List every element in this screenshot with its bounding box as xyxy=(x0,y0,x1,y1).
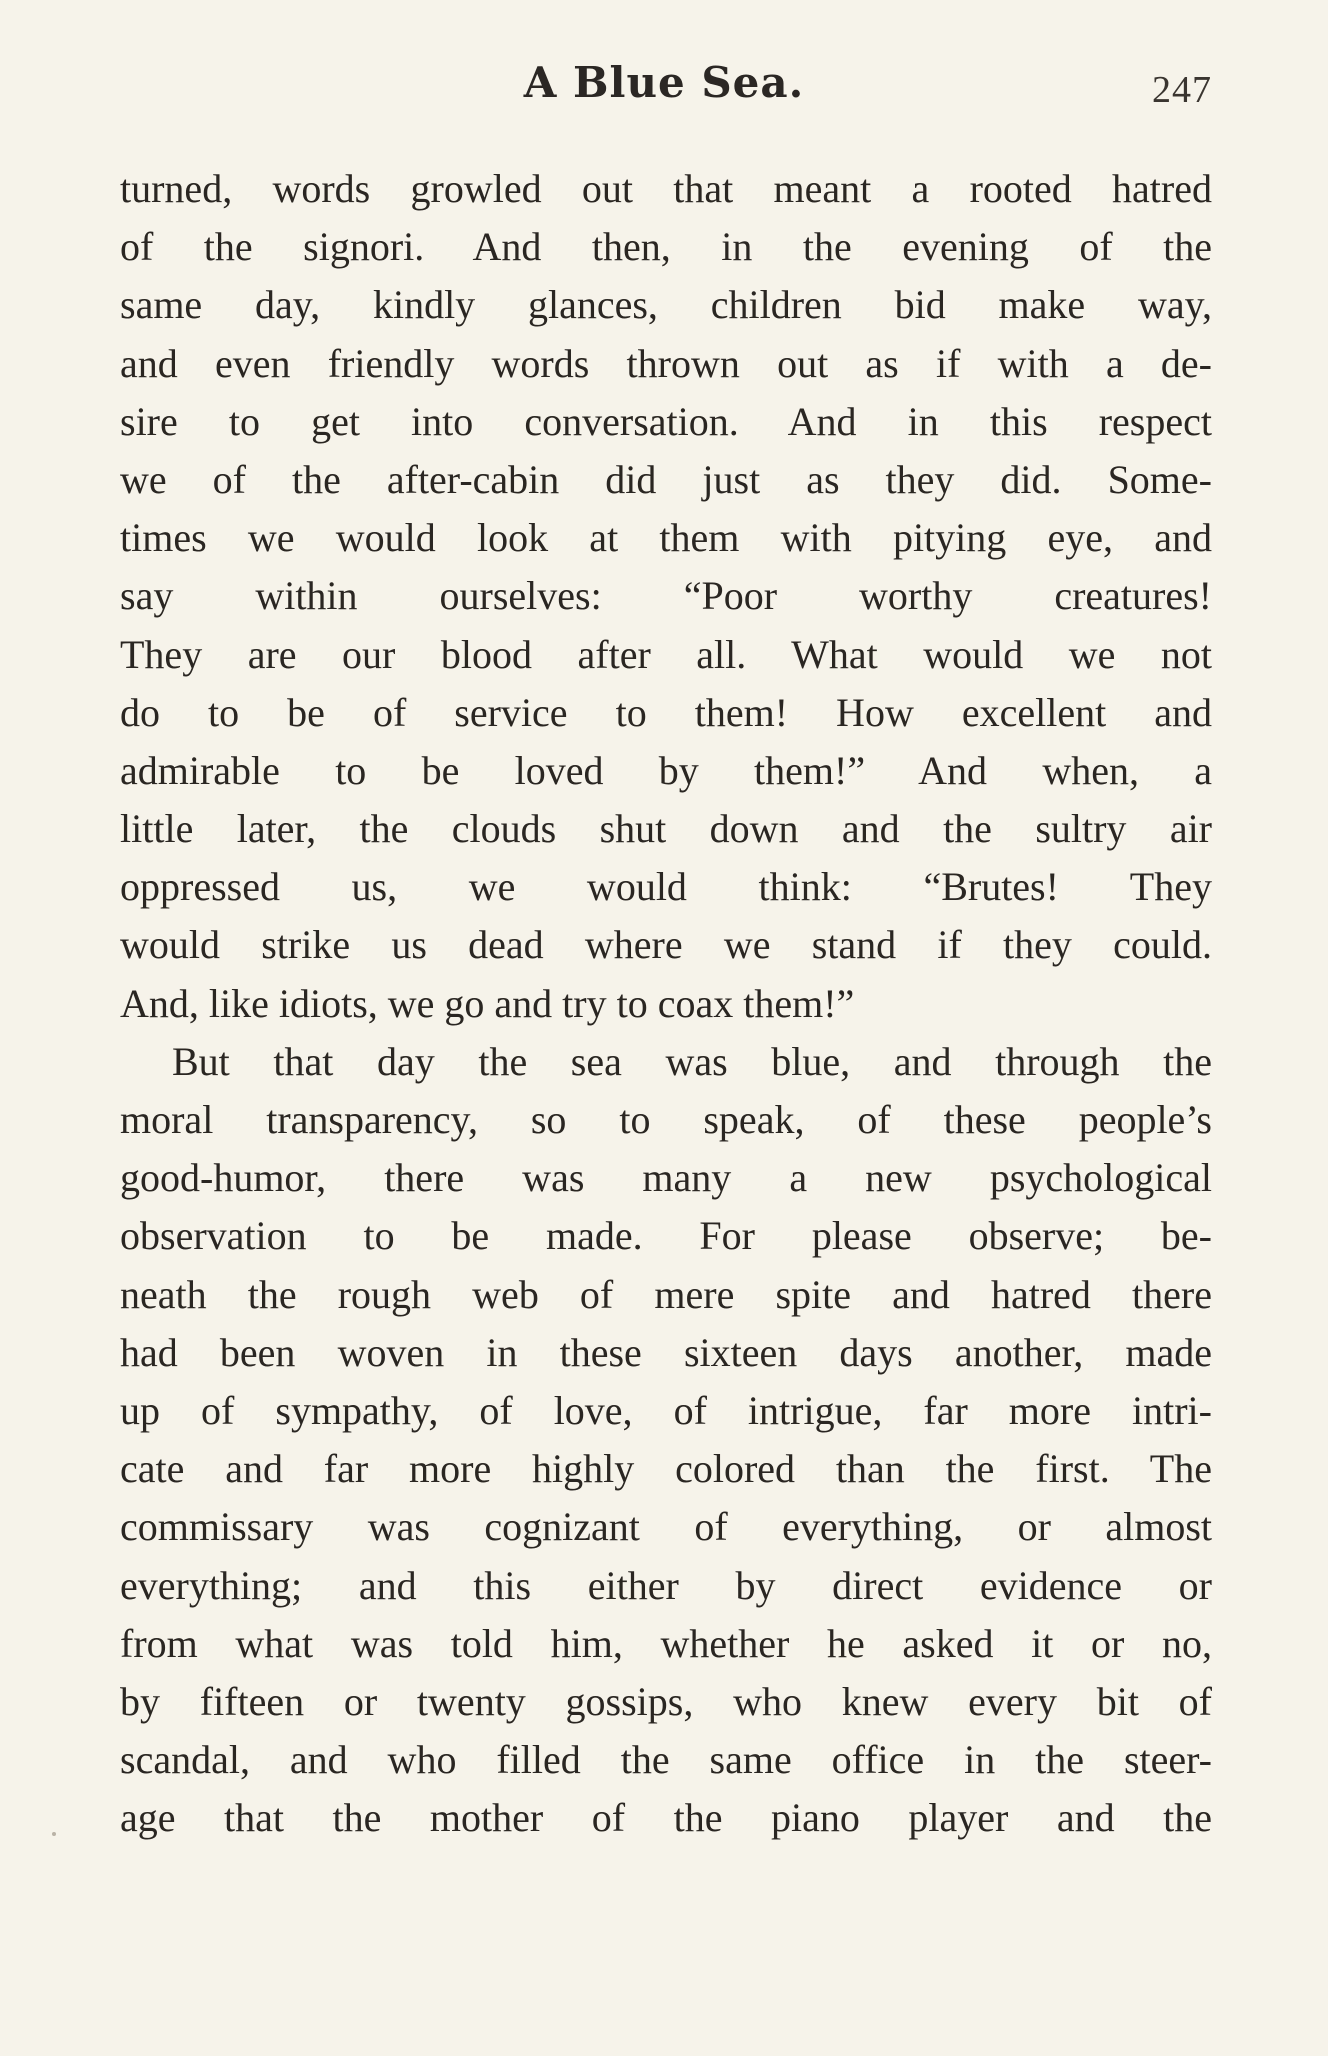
text-line: cate and far more highly colored than the first. The xyxy=(120,1446,1212,1492)
text-line: moral transparency, so to speak, of these people’s xyxy=(120,1097,1212,1142)
text-line: neath the rough web of mere spite and hatred there xyxy=(120,1271,1212,1317)
page-number: 247 xyxy=(1152,69,1212,111)
text-line: oppressed us, we would think: “Brutes! They xyxy=(120,864,1212,910)
text-line: admirable to be loved by them!” And when, a xyxy=(120,747,1212,793)
text-line: everything; and this either by direct evidence or xyxy=(120,1562,1212,1608)
text-line: sire to get into conversation. And in this respect xyxy=(120,398,1212,444)
running-head xyxy=(0,58,1328,118)
paper-speck xyxy=(52,1832,56,1836)
text-line: and even friendly words thrown out as if with a de- xyxy=(120,340,1212,386)
text-line: good-humor, there was many a new psychological xyxy=(120,1155,1212,1201)
text-line: same day, kindly glances, children bid make way, xyxy=(120,282,1212,328)
text-line: had been woven in these sixteen days another, made xyxy=(120,1329,1212,1375)
text-line: say within ourselves: “Poor worthy creatures! xyxy=(120,573,1212,619)
paragraph-start-line: But that day the sea was blue, and through the xyxy=(172,1038,1212,1084)
text-line: And, like idiots, we go and try to coax them!” xyxy=(120,980,855,1026)
text-line: by fifteen or twenty gossips, who knew every bit of xyxy=(120,1678,1212,1724)
text-line: times we would look at them with pitying eye, and xyxy=(120,515,1212,561)
text-line: from what was told him, whether he asked it or no, xyxy=(120,1620,1212,1666)
text-line: would strike us dead where we stand if they could. xyxy=(120,922,1212,968)
text-line: little later, the clouds shut down and the sultry air xyxy=(120,806,1212,852)
text-line: of the signori. And then, in the evening of the xyxy=(120,224,1212,270)
text-line: age that the mother of the piano player and the xyxy=(120,1795,1212,1841)
text-line: commissary was cognizant of everything, or almost xyxy=(120,1504,1212,1550)
text-line: turned, words growled out that meant a rooted hatred xyxy=(120,166,1212,211)
text-line: we of the after-cabin did just as they did. Some- xyxy=(120,456,1212,502)
running-title: A Blue Sea. xyxy=(523,58,805,107)
text-line: They are our blood after all. What would we not xyxy=(120,631,1212,677)
text-line: observation to be made. For please observe; be- xyxy=(120,1213,1212,1259)
body-text xyxy=(120,160,1212,1847)
text-line: scandal, and who filled the same office in the steer- xyxy=(120,1737,1212,1783)
text-line: do to be of service to them! How excellent and xyxy=(120,689,1212,735)
text-line: up of sympathy, of love, of intrigue, far more intri- xyxy=(120,1387,1212,1433)
